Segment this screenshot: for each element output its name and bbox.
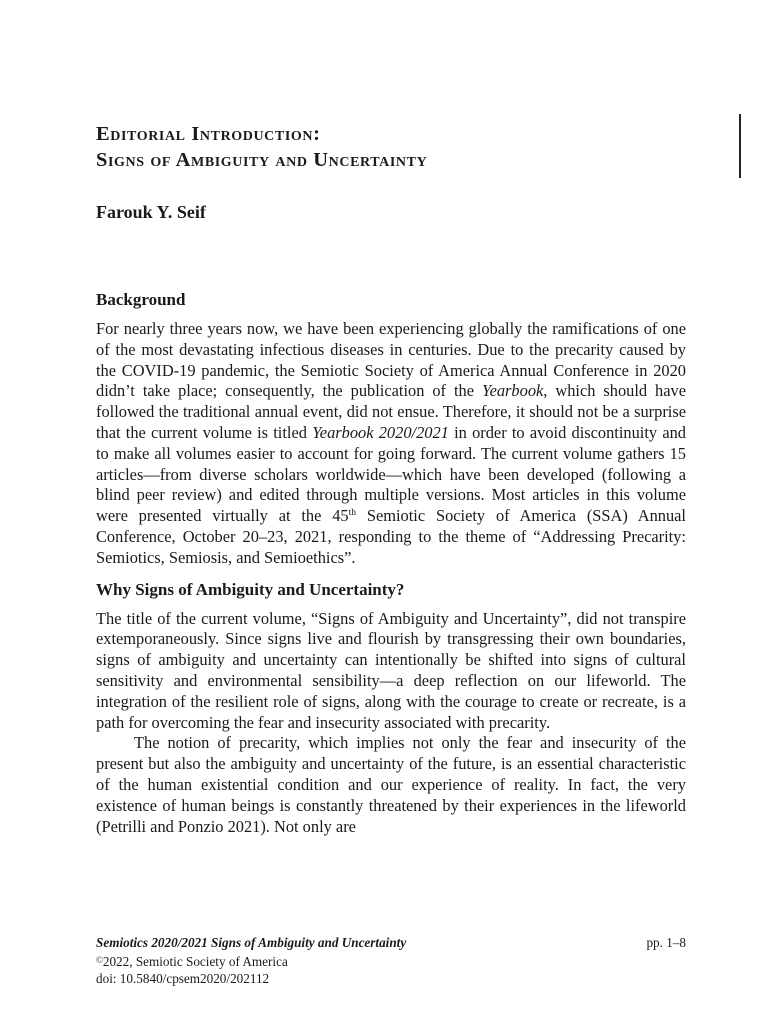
text-run: For nearly three years now, we have been experiencing globally the ramifications of one of the most devastating infectious diseases in centuries. Due to the precarity caused by the COVID-19 pandemic, the Semiotic Society of America Annual Conference in 2020 didn’t take place; consequently, the publication of the (96, 319, 686, 401)
author-name: Farouk Y. Seif (96, 202, 206, 222)
footer-copyright-row (96, 952, 686, 971)
article-page (96, 0, 686, 1024)
doi-text: doi: 10.5840/cpsem2020/202112 (96, 971, 270, 986)
title-line-2: Signs of Ambiguity and Uncertainty (96, 149, 428, 171)
journal-title: Semiotics 2020/2021 Signs of Ambiguity and Uncertainty (96, 935, 407, 950)
footer-journal-row (96, 934, 686, 952)
article-body (96, 289, 686, 837)
italic-title: Yearbook 2020/2021 (312, 422, 449, 442)
title-line-1: Editorial Introduction: (96, 123, 321, 145)
page-footer (96, 934, 686, 988)
title-vertical-rule (739, 114, 741, 178)
text-run: in order to avoid discontinuity and to make all volumes easier to account for going forward. The current volume gathers 15 articles—from diverse scholars worldwide—which have been developed (following a blind peer review) and edited through multiple versions. Most articles in this volume were presented virtually at the 45 (96, 422, 686, 526)
why-signs-paragraph-1: The title of the current volume, “Signs of Ambiguity and Uncertainty”, did not transpire extemporaneously. Since signs live and flourish by transgressing their own boundaries, signs of ambiguity and uncertainty can intentionally be shifted into signs of cultural sensitivity and environmental sensibility—a deep reflection on our lifeworld. The integration of the resilient role of signs, along with the courage to create or recreate, is a path for overcoming the fear and insecurity associated with precarity. (96, 608, 686, 732)
ordinal-superscript: th (348, 508, 357, 519)
copyright-symbol: © (96, 954, 103, 965)
page-range: pp. 1–8 (646, 935, 686, 950)
italic-title: Yearbook (481, 381, 544, 401)
copyright-notice (96, 952, 288, 971)
background-paragraph (96, 319, 686, 569)
copyright-text: 2022, Semiotic Society of America (102, 953, 288, 969)
footer-doi-row (96, 970, 686, 988)
text-run: Semiotic Society of America (SSA) Annual Conference, October 20–23, 2021, responding to the theme of “Addressing Precarity: Semiotics, Semiosis, and Semioethics”. (96, 506, 686, 567)
section-heading-why-signs: Why Signs of Ambiguity and Uncertainty? (96, 579, 405, 599)
section-heading-background: Background (96, 290, 186, 309)
article-title (96, 121, 636, 173)
why-signs-paragraph-2: The notion of precarity, which implies not only the fear and insecurity of the present but also the ambiguity and uncertainty of the future, is an essential characteristic of the human existential condition and our experience of reality. In fact, the very existence of human beings is constantly threatened by their experiences in the lifeworld (Petrilli and Ponzio 2021). Not only are (96, 733, 686, 836)
text-run: , which should have followed the traditional annual event, did not ensue. Therefore, it should not be a surprise that the current volume is titled (96, 381, 686, 442)
